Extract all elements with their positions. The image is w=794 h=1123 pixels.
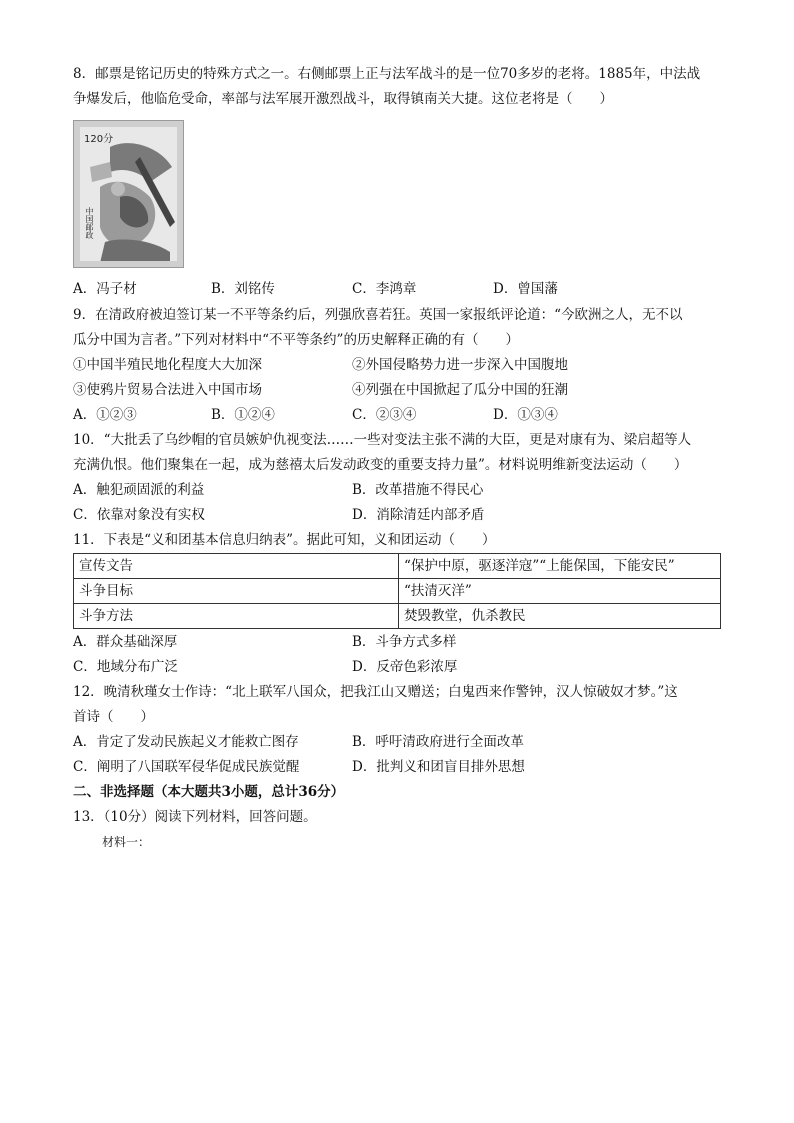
q12-option-c[interactable]: C．阐明了八国联军侵华促成民族觉醒 <box>73 759 300 775</box>
q9-option-b[interactable]: B．①②④ <box>211 407 275 423</box>
q9-option-c[interactable]: C．②③④ <box>352 407 417 423</box>
table-cell-value: 焚毁教堂，仇杀教民 <box>399 604 721 629</box>
section2-title: 二、非选择题（本大题共3小题，总计36分） <box>73 784 345 800</box>
yihetuan-info-table <box>73 553 721 629</box>
material1-label: 材料一： <box>102 835 151 849</box>
q9-option-d[interactable]: D．①③④ <box>493 407 558 423</box>
q8-option-d[interactable]: D．曾国藩 <box>493 281 558 297</box>
q9-option-a[interactable]: A．①②③ <box>73 407 137 423</box>
table-cell-label: 斗争目标 <box>74 579 399 604</box>
q9-stem-line1: 9．在清政府被迫签订某一不平等条约后，列强欣喜若狂。英国一家报纸评论道：“今欧洲之人，无不以 <box>73 307 683 323</box>
q11-stem-line1: 11．下表是“义和团基本信息归纳表”。据此可知，义和团运动（ ） <box>73 532 496 548</box>
q9-item-1: ①中国半殖民地化程度大大加深 <box>73 357 262 373</box>
table-row <box>74 554 721 579</box>
stamp-image <box>73 120 184 268</box>
q10-option-a[interactable]: A．触犯顽固派的利益 <box>73 482 205 498</box>
stamp-country-text: 中国邮政 <box>85 207 94 239</box>
q12-option-a[interactable]: A．肯定了发动民族起义才能救亡图存 <box>73 734 299 750</box>
table-cell-label: 斗争方法 <box>74 604 399 629</box>
q8-stem-line2: 争爆发后，他临危受命，率部与法军展开激烈战斗，取得镇南关大捷。这位老将是（ ） <box>73 91 613 107</box>
q9-item-2: ②外国侵略势力进一步深入中国腹地 <box>352 357 568 373</box>
q11-option-d[interactable]: D．反帝色彩浓厚 <box>352 659 458 675</box>
q9-item-4: ④列强在中国掀起了瓜分中国的狂潮 <box>352 382 568 398</box>
table-cell-value: “保护中原，驱逐洋寇”“上能保国，下能安民” <box>399 554 721 579</box>
q11-option-c[interactable]: C．地域分布广泛 <box>73 659 178 675</box>
q12-stem-line1: 12．晚清秋瑾女士作诗：“北上联军八国众，把我江山又赠送；白鬼西来作警钟，汉人惊破奴才梦。”这 <box>73 684 678 700</box>
table-cell-label: 宣传文告 <box>74 554 399 579</box>
table-row <box>74 604 721 629</box>
q8-stem-line1: 8．邮票是铭记历史的特殊方式之一。右侧邮票上正与法军战斗的是一位70多岁的老将。1885年，中法战 <box>73 66 701 82</box>
table-row <box>74 579 721 604</box>
q12-stem-line2: 首诗（ ） <box>73 709 154 725</box>
q9-item-3: ③使鸦片贸易合法进入中国市场 <box>73 382 262 398</box>
q12-option-d[interactable]: D．批判义和团盲目排外思想 <box>352 759 525 775</box>
q8-option-b[interactable]: B．刘铭传 <box>211 281 275 297</box>
q13-stem: 13．（10分）阅读下列材料，回答问题。 <box>73 809 317 825</box>
q12-option-b[interactable]: B．呼吁清政府进行全面改革 <box>352 734 524 750</box>
q10-option-c[interactable]: C．依靠对象没有实权 <box>73 507 205 523</box>
q10-option-d[interactable]: D．消除清廷内部矛盾 <box>352 507 485 523</box>
q10-stem-line1: 10．“大批丢了乌纱帽的官员嫉妒仇视变法……一些对变法主张不满的大臣，更是对康有为、梁启超等人 <box>73 432 692 448</box>
q8-option-a[interactable]: A．冯子材 <box>73 281 137 297</box>
stamp-illustration <box>80 127 177 261</box>
table-cell-value: “扶清灭洋” <box>399 579 721 604</box>
q9-stem-line2: 瓜分中国为言者。”下列对材料中“不平等条约”的历史解释正确的有（ ） <box>73 332 519 348</box>
q11-option-b[interactable]: B．斗争方式多样 <box>352 634 457 650</box>
stamp-value: 120分 <box>84 134 114 145</box>
q11-option-a[interactable]: A．群众基础深厚 <box>73 634 178 650</box>
q10-stem-line2: 充满仇恨。他们聚集在一起，成为慈禧太后发动政变的重要支持力量”。材料说明维新变法运动（ ） <box>73 457 688 473</box>
q10-option-b[interactable]: B．改革措施不得民心 <box>352 482 484 498</box>
q8-option-c[interactable]: C．李鸿章 <box>352 281 417 297</box>
